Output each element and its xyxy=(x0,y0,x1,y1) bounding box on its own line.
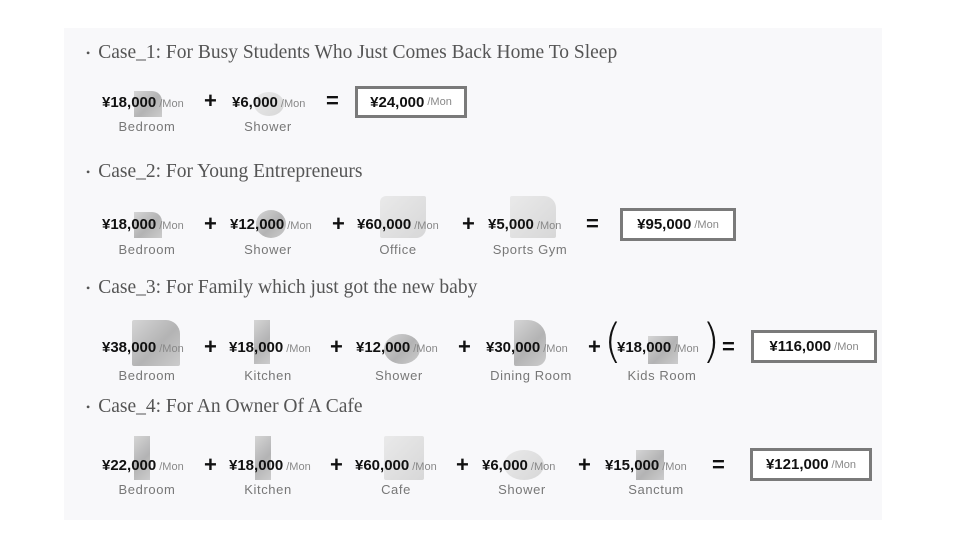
plus-sign: + xyxy=(204,88,217,113)
case-4-item-5-price: ¥15,000 /Mon xyxy=(605,457,687,474)
case-4-item-2-price: ¥18,000 /Mon xyxy=(229,457,311,474)
case-2-item-3-room: Office xyxy=(379,242,417,257)
case-2-item-2-price: ¥12,000 /Mon xyxy=(230,216,312,233)
plus-sign: + xyxy=(330,334,343,359)
case-3-item-5-room: Kids Room xyxy=(627,368,697,383)
case-3-item-4-room: Dining Room xyxy=(490,368,572,383)
case-4-total-price: ¥121,000 xyxy=(765,456,829,473)
equals-sign: = xyxy=(712,452,725,477)
case-2-item-3-price: ¥60,000 /Mon xyxy=(357,216,439,233)
case-3-total-unit: /Mon xyxy=(834,340,859,353)
case-1-total-unit: /Mon xyxy=(427,96,452,108)
case-1-title: Case_1: For Busy Students Who Just Comes Back Home To Sleep xyxy=(98,42,618,63)
case-2-item-4-room: Sports Gym xyxy=(492,242,568,257)
case-3-item-1-room: Bedroom xyxy=(118,368,176,383)
case-4-title: Case_4: For An Owner Of A Cafe xyxy=(98,396,363,417)
case-4-item-4-price: ¥6,000 /Mon xyxy=(482,457,556,474)
plus-sign: + xyxy=(330,452,343,477)
case-2-item-1-room: Bedroom xyxy=(118,242,176,257)
case-2-total-box xyxy=(620,208,736,241)
plus-sign: + xyxy=(458,334,471,359)
case-3-item-2-price: ¥18,000 /Mon xyxy=(229,339,311,356)
case-2-total-price: ¥95,000 xyxy=(637,216,692,233)
plus-sign: + xyxy=(462,211,475,236)
close-parenthesis: ) xyxy=(702,314,720,368)
equals-sign: = xyxy=(326,88,339,113)
equals-sign: = xyxy=(722,334,735,359)
case-1-item-2-price: ¥6,000 /Mon xyxy=(232,94,306,111)
case-2-item-4-price: ¥5,000 /Mon xyxy=(488,216,562,233)
case-3-total-price: ¥116,000 xyxy=(769,338,832,355)
plus-sign: + xyxy=(578,452,591,477)
case-4-item-3-price: ¥60,000 /Mon xyxy=(355,457,437,474)
case-4-heading xyxy=(86,396,363,418)
case-3-item-3-room: Shower xyxy=(375,368,423,383)
case-4-item-4-room: Shower xyxy=(498,482,546,497)
case-1-heading xyxy=(86,42,617,64)
case-2-item-1-price: ¥18,000 /Mon xyxy=(102,216,184,233)
case-2-total-unit: /Mon xyxy=(694,218,719,231)
case-2-title: Case_2: For Young Entrepreneurs xyxy=(98,161,363,182)
case-4-item-5-room: Sanctum xyxy=(628,482,684,497)
equals-sign: = xyxy=(586,211,599,236)
case-2-item-2-room: Shower xyxy=(244,242,292,257)
case-4-total-unit: /Mon xyxy=(831,458,857,471)
case-4-item-1-room: Bedroom xyxy=(118,482,176,497)
case-3-item-4-price: ¥30,000 /Mon xyxy=(486,339,568,356)
case-4-item-3-room: Cafe xyxy=(381,482,411,497)
case-3-item-1-price: ¥38,000 /Mon xyxy=(102,339,184,356)
content-panel xyxy=(64,28,882,520)
open-parenthesis: ( xyxy=(604,314,622,368)
plus-sign: + xyxy=(204,211,217,236)
plus-sign: + xyxy=(332,211,345,236)
case-3-title: Case_3: For Family which just got the new baby xyxy=(98,277,478,298)
case-4-total-box xyxy=(750,448,872,481)
case-4-item-1-price: ¥22,000 /Mon xyxy=(102,457,184,474)
case-3-item-2-room: Kitchen xyxy=(244,368,292,383)
case-1-item-1-room: Bedroom xyxy=(118,119,176,134)
case-3-total-box xyxy=(751,330,877,363)
plus-sign: + xyxy=(456,452,469,477)
case-3-item-5-price: ¥18,000 /Mon xyxy=(617,339,699,356)
case-1-item-2-room: Shower xyxy=(244,119,292,134)
plus-sign: + xyxy=(588,334,601,359)
case-1-total-box xyxy=(355,86,467,118)
case-3-heading xyxy=(86,277,477,299)
case-4-item-2-room: Kitchen xyxy=(244,482,292,497)
case-1-total-price: ¥24,000 xyxy=(370,93,425,111)
case-2-heading xyxy=(86,161,363,183)
plus-sign: + xyxy=(204,452,217,477)
bullet: • xyxy=(86,281,91,296)
plus-sign: + xyxy=(204,334,217,359)
bullet: • xyxy=(86,165,91,180)
case-3-item-3-price: ¥12,000 /Mon xyxy=(356,339,438,356)
bullet: • xyxy=(86,400,91,415)
case-1-item-1-price: ¥18,000 /Mon xyxy=(102,94,184,111)
bullet: • xyxy=(86,46,91,61)
